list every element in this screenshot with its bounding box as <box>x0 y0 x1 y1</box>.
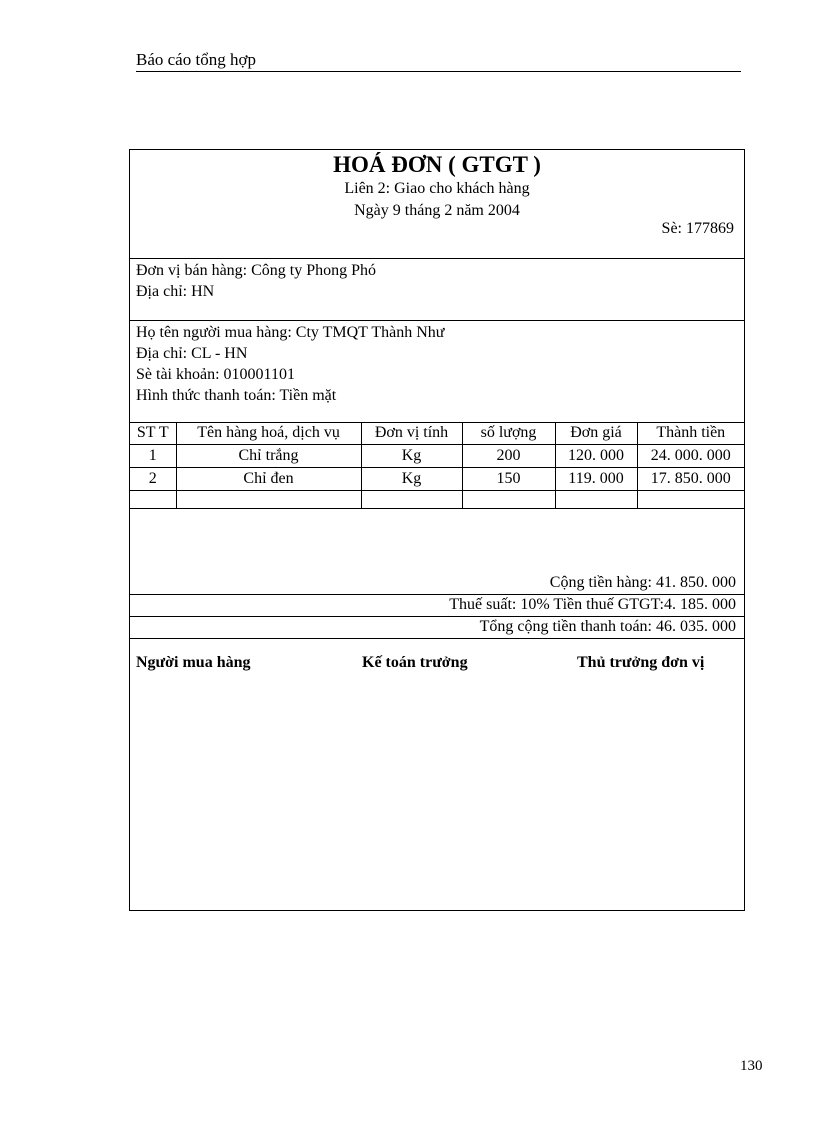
cell-price: 120. 000 <box>555 445 637 468</box>
signature-buyer: Người mua hàng <box>136 654 251 671</box>
seller-name: Đơn vị bán hàng: Công ty Phong Phó <box>136 262 377 279</box>
invoice-box <box>129 149 745 911</box>
buyer-address: Địa chỉ: CL - HN <box>136 345 248 362</box>
cell-amount: 24. 000. 000 <box>637 445 744 468</box>
signature-chief-accountant: Kế toán trưởng <box>362 654 468 671</box>
col-header-stt: ST T <box>130 422 176 445</box>
col-header-price: Đơn giá <box>555 422 637 445</box>
cell-qty: 200 <box>462 445 555 468</box>
cell-empty <box>130 491 176 509</box>
invoice-title: HOÁ ĐƠN ( GTGT ) <box>333 152 541 177</box>
cell-stt: 1 <box>130 445 176 468</box>
cell-empty <box>361 491 462 509</box>
items-table <box>130 422 744 509</box>
cell-qty: 150 <box>462 468 555 491</box>
invoice-title-block <box>130 150 744 258</box>
col-header-amount: Thành tiền <box>637 422 744 445</box>
tax-row: Thuế suất: 10% Tiền thuế GTGT:4. 185. 000 <box>449 596 736 613</box>
table-row <box>130 445 744 468</box>
table-header-row <box>130 422 744 445</box>
invoice-copy-note: Liên 2: Giao cho khách hàng <box>344 180 530 197</box>
cell-empty <box>637 491 744 509</box>
document-header-title: Báo cáo tổng hợp <box>136 50 256 69</box>
payment-method: Hình thức thanh toán: Tiền mặt <box>136 387 337 404</box>
cell-stt: 2 <box>130 468 176 491</box>
buyer-account: Sè tài khoản: 010001101 <box>136 366 295 383</box>
buyer-section <box>130 322 744 422</box>
col-header-name: Tên hàng hoá, dịch vụ <box>176 422 361 445</box>
col-header-unit: Đơn vị tính <box>361 422 462 445</box>
cell-price: 119. 000 <box>555 468 637 491</box>
total-row: Tổng cộng tiền thanh toán: 46. 035. 000 <box>479 618 736 635</box>
seller-address: Địa chỉ: HN <box>136 283 215 300</box>
cell-name: Chỉ đen <box>176 468 361 491</box>
cell-name: Chỉ trắng <box>176 445 361 468</box>
header-rule <box>136 71 741 72</box>
cell-unit: Kg <box>361 445 462 468</box>
cell-empty <box>462 491 555 509</box>
table-row <box>130 468 744 491</box>
col-header-qty: số lượng <box>462 422 555 445</box>
page-number: 130 <box>740 1058 763 1074</box>
cell-unit: Kg <box>361 468 462 491</box>
invoice-date: Ngày 9 tháng 2 năm 2004 <box>354 202 520 219</box>
subtotal-row: Cộng tiền hàng: 41. 850. 000 <box>549 574 736 591</box>
buyer-name: Họ tên người mua hàng: Cty TMQT Thành Như <box>136 324 445 341</box>
signature-director: Thủ trưởng đơn vị <box>577 654 705 671</box>
cell-empty <box>176 491 361 509</box>
table-row-empty <box>130 491 744 509</box>
invoice-number: Sè: 177869 <box>661 220 734 237</box>
divider <box>130 258 744 259</box>
divider <box>130 638 744 639</box>
divider <box>130 320 744 321</box>
cell-amount: 17. 850. 000 <box>637 468 744 491</box>
cell-empty <box>555 491 637 509</box>
seller-section <box>130 260 744 320</box>
